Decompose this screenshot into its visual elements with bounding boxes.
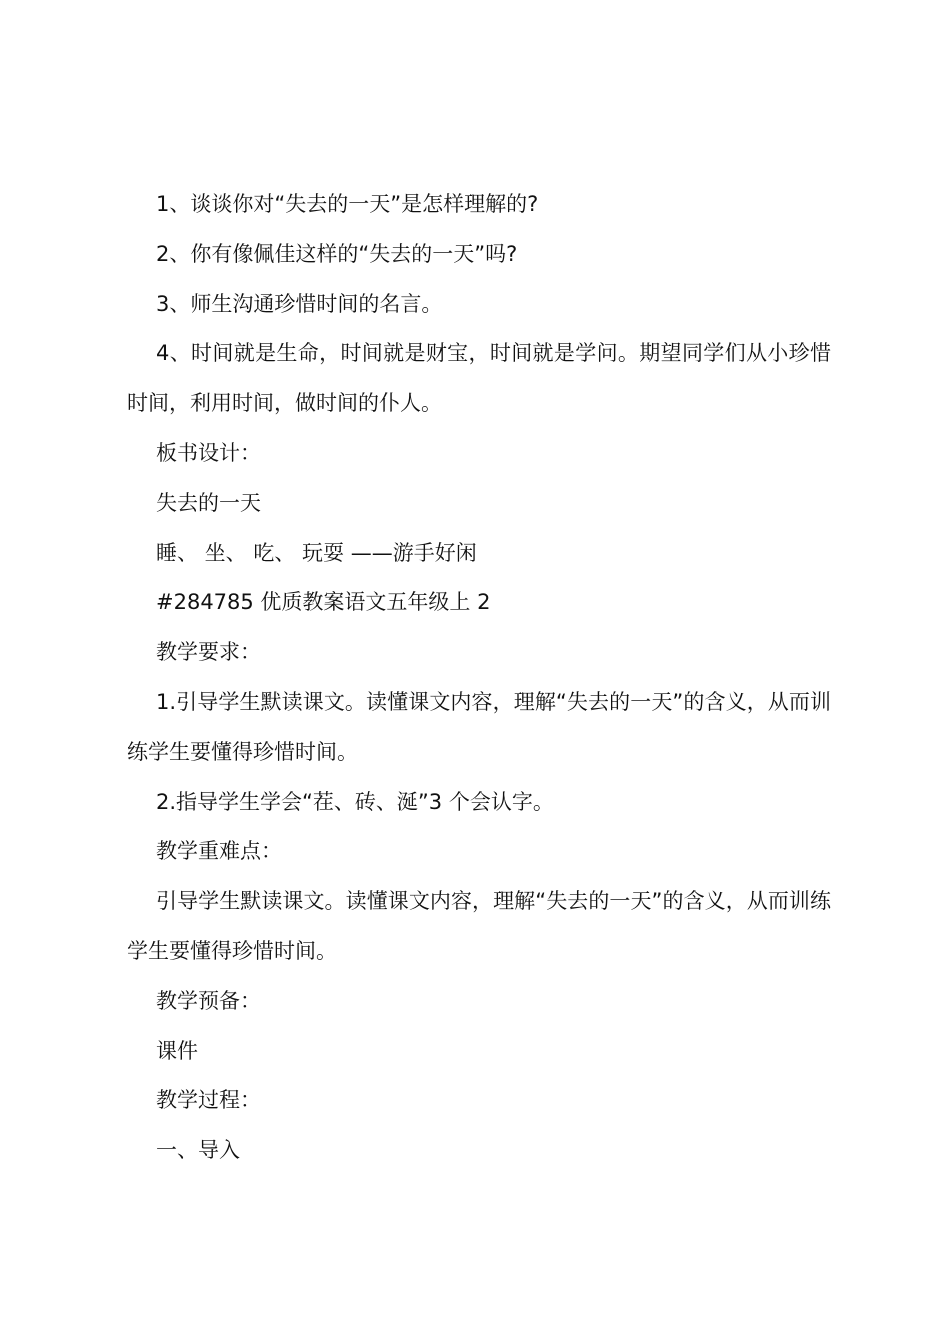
paragraph-question-4: 4、时间就是生命，时间就是财宝，时间就是学问。期望同学们从小珍惜时间，利用时间，做时间的仆人。 bbox=[127, 341, 831, 416]
board-design-title: 失去的一天 bbox=[156, 490, 261, 515]
requirements-heading: 教学要求： bbox=[156, 640, 261, 665]
paragraph-question-1: 1、谈谈你对“失去的一天”是怎样理解的? bbox=[156, 192, 539, 216]
requirement-1: 1.引导学生默读课文。读懂课文内容，理解“失去的一天”的含义，从而训练学生要懂得珍惜时间。 bbox=[127, 689, 831, 764]
requirement-2: 2.指导学生学会“茬、砖、涎”3 个会认字。 bbox=[156, 789, 554, 814]
preparation-heading: 教学预备： bbox=[156, 988, 261, 1013]
preparation-item: 课件 bbox=[156, 1038, 198, 1063]
board-design-heading: 板书设计： bbox=[156, 440, 261, 465]
paragraph-question-2: 2、你有像佩佳这样的“失去的一天”吗? bbox=[156, 241, 518, 266]
document-body bbox=[127, 180, 831, 1176]
key-point-1: 引导学生默读课文。读懂课文内容，理解“失去的一天”的含义，从而训练学生要懂得珍惜时间。 bbox=[127, 889, 831, 963]
key-points-heading: 教学重难点： bbox=[156, 839, 282, 864]
process-heading: 教学过程： bbox=[156, 1088, 261, 1113]
process-step-1: 一、导入 bbox=[156, 1138, 240, 1163]
lesson-heading: #284785 优质教案语文五年级上 2 bbox=[156, 590, 491, 615]
paragraph-question-3: 3、师生沟通珍惜时间的名言。 bbox=[156, 291, 443, 316]
board-design-items: 睡、 坐、 吃、 玩耍 ——游手好闲 bbox=[156, 540, 477, 565]
